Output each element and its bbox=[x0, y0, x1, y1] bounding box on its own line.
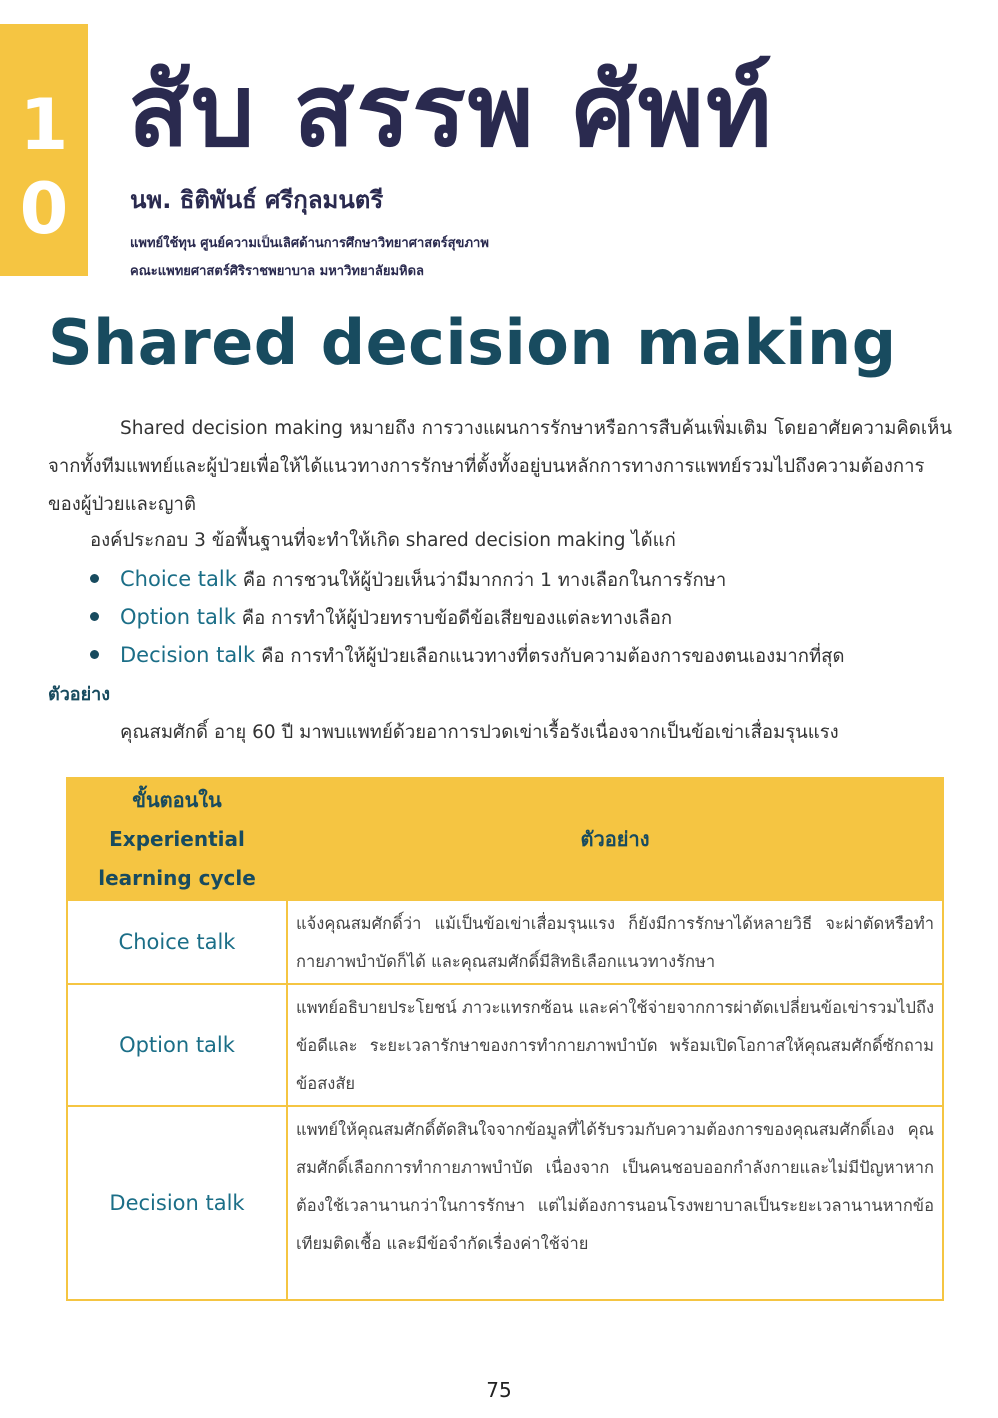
bullet-icon bbox=[90, 574, 99, 583]
example-text: คุณสมศักดิ์ อายุ 60 ปี มาพบแพทย์ด้วยอาการปวดเข่าเรื้อรังเนื่องจากเป็นข้อเข่าเสื่อมรุนแรง bbox=[120, 722, 839, 743]
chapter-number-badge bbox=[0, 24, 88, 276]
chapter-number-digit-2: 0 bbox=[19, 168, 69, 250]
table-header-step-line-2: Experiential bbox=[109, 826, 245, 851]
author-affiliation-line-2: คณะแพทยศาสตร์ศิริราชพยาบาล มหาวิทยาลัยมหิดล bbox=[130, 264, 425, 279]
bullet-term: Choice talk bbox=[120, 567, 237, 591]
bullet-term: Decision talk bbox=[120, 643, 256, 667]
chapter-number-digit-1: 1 bbox=[19, 84, 69, 166]
bullet-text: คือ การชวนให้ผู้ป่วยเห็นว่ามีมากกว่า 1 ทางเลือกในการรักษา bbox=[236, 570, 727, 591]
bullet-text: คือ การทำให้ผู้ป่วยเลือกแนวทางที่ตรงกับความต้องการของตนเองมากที่สุด bbox=[255, 646, 845, 667]
table-header-step bbox=[67, 778, 287, 900]
table-row bbox=[67, 900, 943, 984]
table-cell-example: แพทย์อธิบายประโยชน์ ภาวะแทรกซ้อน และค่าใช้จ่ายจากการผ่าตัดเปลี่ยนข้อเข่ารวมไปถึงข้อดีและ ระยะเวลารักษาของการทำกายภาพบำบัด พร้อมเปิดโอกาสให้คุณสมศักดิ์ซักถามข้อสงสัย bbox=[287, 984, 943, 1106]
page-number: 75 bbox=[486, 1378, 512, 1402]
page-title: สับ สรรพ ศัพท์ bbox=[128, 52, 774, 169]
list-item bbox=[90, 598, 845, 636]
components-list bbox=[90, 560, 845, 674]
table-header-step-line-1: ขั้นตอนใน bbox=[132, 787, 222, 812]
list-item bbox=[90, 636, 845, 674]
definition-paragraph: Shared decision making หมายถึง การวางแผนการรักษาหรือการสืบค้นเพิ่มเติม โดยอาศัยความคิดเห็นจากทั้งทีมแพทย์และผู้ป่วยเพื่อให้ได้แนวทางการรักษาที่ตั้งทั้งอยู่บนหลักการทางการแพทย์รวมไปถึงความต้องการของผู้ป่วยและญาติ bbox=[48, 418, 952, 515]
table-cell-example: แพทย์ให้คุณสมศักดิ์ตัดสินใจจากข้อมูลที่ได้รับรวมกับความต้องการของคุณสมศักดิ์เอง คุณสมศักดิ์เลือกการทำกายภาพบำบัด เนื่องจาก เป็นคนชอบออกกำลังกายและไม่มีปัญหาหากต้องใช้เวลานานกว่าในการรักษา แต่ไม่ต้องการนอนโรงพยาบาลเป็นระยะเวลานานหากข้อเทียมติดเชื้อ และมีข้อจำกัดเรื่องค่าใช้จ่าย bbox=[287, 1106, 943, 1300]
author-name: นพ. ธิติพันธ์ ศรีกุลมนตรี bbox=[130, 186, 384, 214]
table-header-example: ตัวอย่าง bbox=[287, 778, 943, 900]
bullet-icon bbox=[90, 612, 99, 621]
table-header-row bbox=[67, 778, 943, 900]
author-affiliation-line-1: แพทย์ใช้ทุน ศูนย์ความเป็นเลิศด้านการศึกษาวิทยาศาสตร์สุขภาพ bbox=[130, 236, 489, 251]
table-row bbox=[67, 1106, 943, 1300]
table-cell-step: Option talk bbox=[67, 984, 287, 1106]
bullet-text: คือ การทำให้ผู้ป่วยทราบข้อดีข้อเสียของแต่ละทางเลือก bbox=[235, 608, 673, 629]
table-cell-example: แจ้งคุณสมศักดิ์ว่า แม้เป็นข้อเข่าเสื่อมรุนแรง ก็ยังมีการรักษาได้หลายวิธี จะผ่าตัดหรือทำกายภาพบำบัดก็ได้ และคุณสมศักดิ์มีสิทธิเลือกแนวทางรักษา bbox=[287, 900, 943, 984]
example-label: ตัวอย่าง bbox=[48, 684, 111, 705]
steps-table bbox=[66, 777, 944, 1301]
table-row bbox=[67, 984, 943, 1106]
article-heading: Shared decision making bbox=[48, 306, 897, 379]
table-cell-step: Choice talk bbox=[67, 900, 287, 984]
table-cell-step: Decision talk bbox=[67, 1106, 287, 1300]
table-header-step-line-3: learning cycle bbox=[98, 865, 256, 890]
bullet-icon bbox=[90, 650, 99, 659]
list-item bbox=[90, 560, 845, 598]
bullet-term: Option talk bbox=[120, 605, 236, 629]
components-intro: องค์ประกอบ 3 ข้อพื้นฐานที่จะทำให้เกิด shared decision making ได้แก่ bbox=[90, 530, 676, 551]
